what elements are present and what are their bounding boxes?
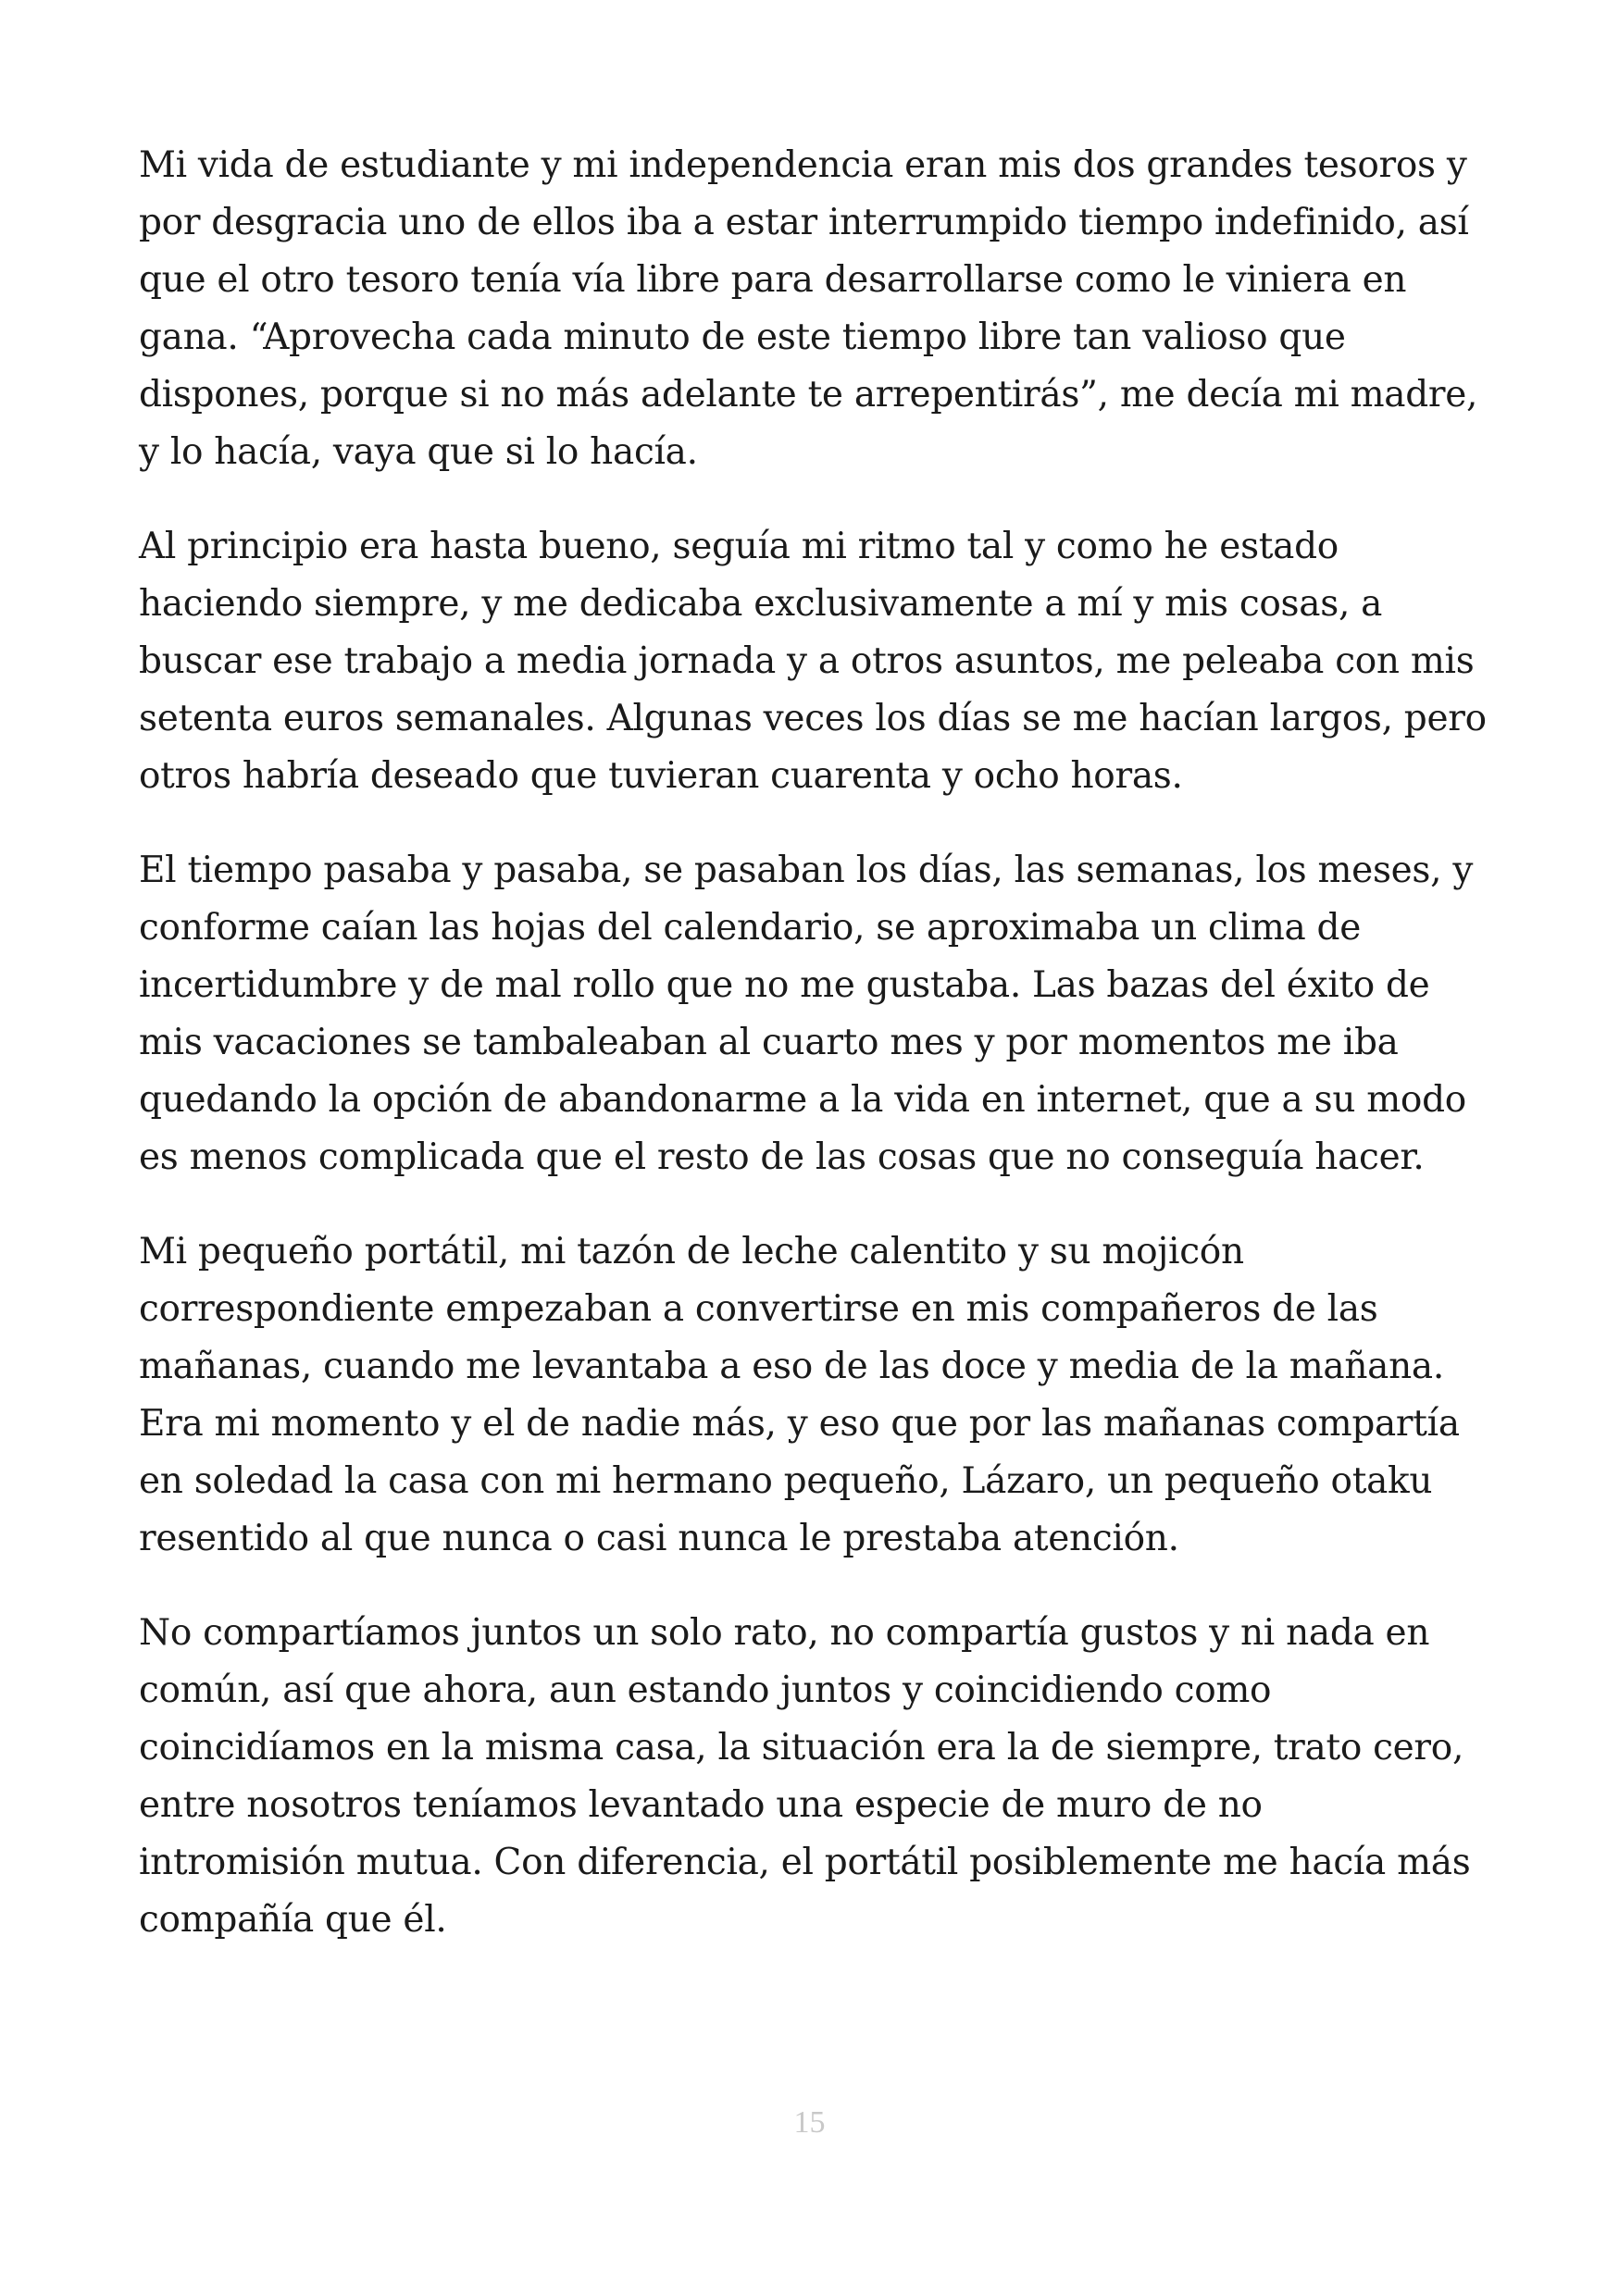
- text-line: buscar ese trabajo a media jornada y a otros asuntos, me peleaba con mis: [139, 640, 1475, 682]
- text-line: por desgracia uno de ellos iba a estar interrumpido tiempo indefinido, así: [139, 202, 1469, 243]
- paragraph: [139, 1605, 1483, 1949]
- text-line: compañía que él.: [139, 1899, 447, 1941]
- text-line: y lo hacía, vaya que si lo hacía.: [139, 431, 698, 473]
- text-line: No compartíamos juntos un solo rato, no compartía gustos y ni nada en: [139, 1612, 1430, 1654]
- text-line: en soledad la casa con mi hermano pequeño, Lázaro, un pequeño otaku: [139, 1460, 1433, 1502]
- text-line: coincidíamos en la misma casa, la situación era la de siempre, trato cero,: [139, 1727, 1464, 1769]
- text-line: gana. “Aprovecha cada minuto de este tiempo libre tan valioso que: [139, 316, 1346, 358]
- text-line: Mi pequeño portátil, mi tazón de leche calentito y su mojicón: [139, 1231, 1244, 1272]
- page-number: 15: [793, 2105, 826, 2140]
- text-line: haciendo siempre, y me dedicaba exclusivamente a mí y mis cosas, a: [139, 583, 1383, 625]
- paragraph: [139, 1223, 1483, 1568]
- text-line: Al principio era hasta bueno, seguía mi ritmo tal y como he estado: [139, 526, 1339, 567]
- text-line: es menos complicada que el resto de las cosas que no conseguía hacer.: [139, 1136, 1425, 1178]
- text-line: quedando la opción de abandonarme a la vida en internet, que a su modo: [139, 1079, 1466, 1121]
- text-line: conforme caían las hojas del calendario, se aproximaba un clima de: [139, 907, 1362, 949]
- paragraph: [139, 137, 1483, 481]
- text-line: entre nosotros teníamos levantado una especie de muro de no: [139, 1784, 1263, 1826]
- text-line: mis vacaciones se tambaleaban al cuarto mes y por momentos me iba: [139, 1022, 1399, 1063]
- text-line: resentido al que nunca o casi nunca le prestaba atención.: [139, 1518, 1179, 1559]
- text-line: otros habría deseado que tuvieran cuarenta y ocho horas.: [139, 755, 1183, 797]
- text-line: intromisión mutua. Con diferencia, el portátil posiblemente me hacía más: [139, 1842, 1471, 1883]
- text-line: correspondiente empezaban a convertirse en mis compañeros de las: [139, 1288, 1378, 1330]
- text-line: Mi vida de estudiante y mi independencia eran mis dos grandes tesoros y: [139, 144, 1467, 186]
- text-line: que el otro tesoro tenía vía libre para desarrollarse como le viniera en: [139, 259, 1407, 301]
- paragraph: [139, 842, 1483, 1186]
- text-line: mañanas, cuando me levantaba a eso de las doce y media de la mañana.: [139, 1346, 1444, 1387]
- text-line: Era mi momento y el de nadie más, y eso que por las mañanas compartía: [139, 1403, 1460, 1445]
- paragraph: [139, 518, 1487, 805]
- text-line: setenta euros semanales. Algunas veces los días se me hacían largos, pero: [139, 698, 1487, 739]
- text-line: incertidumbre y de mal rollo que no me gustaba. Las bazas del éxito de: [139, 964, 1430, 1006]
- text-line: El tiempo pasaba y pasaba, se pasaban los días, las semanas, los meses, y: [139, 850, 1474, 891]
- text-line: dispones, porque si no más adelante te arrepentirás”, me decía mi madre,: [139, 374, 1478, 416]
- text-line: común, así que ahora, aun estando juntos y coincidiendo como: [139, 1669, 1272, 1711]
- body-text: [139, 137, 1487, 1986]
